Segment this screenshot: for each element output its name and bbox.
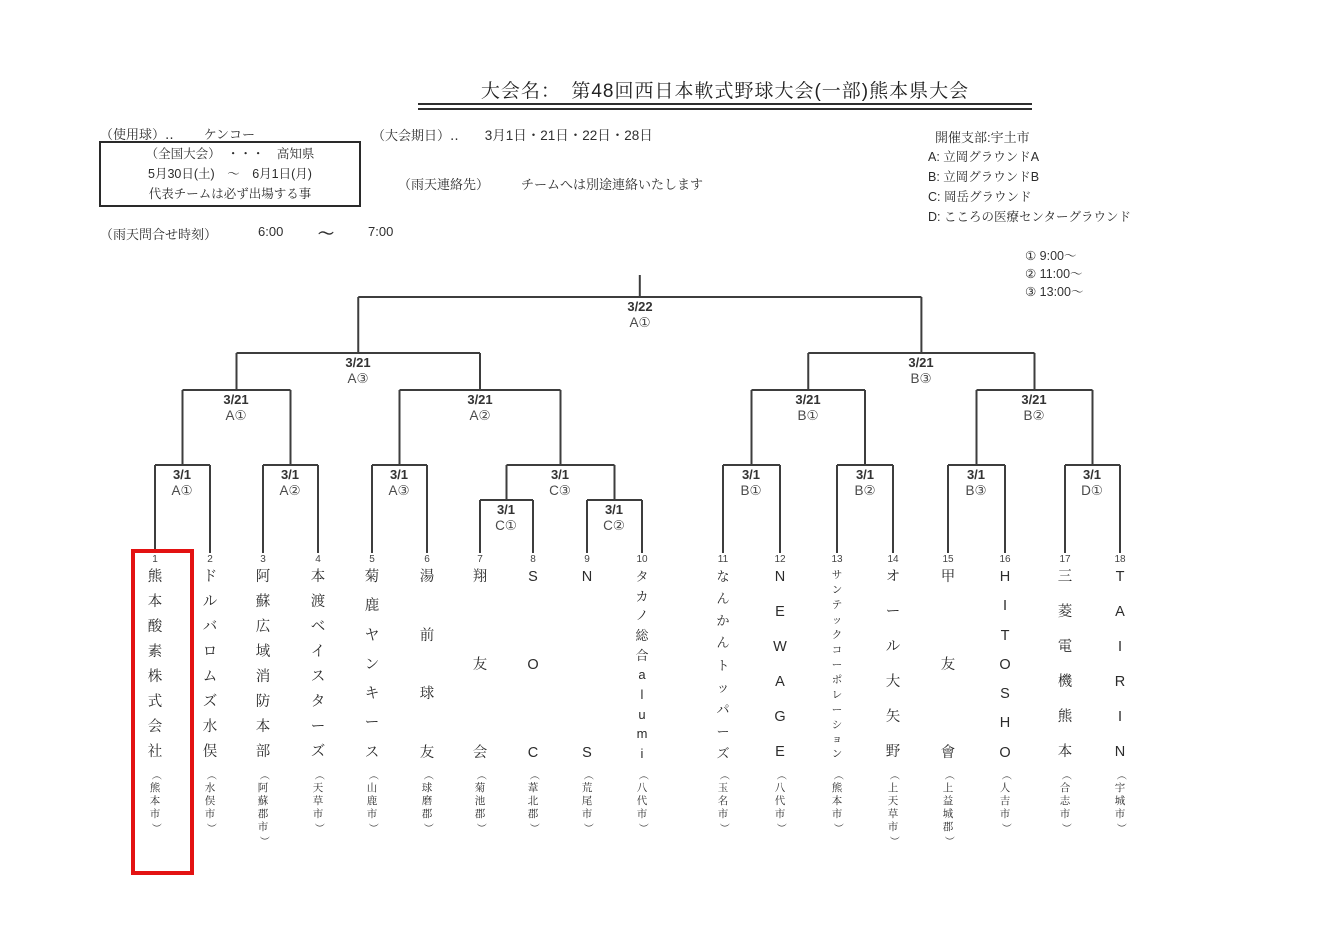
team-name: サ ン テ ッ ク コ ー ポ レ ー シ ョ ン [831, 569, 843, 761]
match-label-r1-a1: 3/1 A① [171, 467, 193, 498]
team-number: 3 [260, 554, 266, 565]
team-name: S O C [527, 569, 539, 761]
match-label-r1-c1: 3/1 C① [495, 502, 517, 533]
team-number: 7 [477, 554, 483, 565]
team-name: な ん か ん ト ッ パ ー ズ [716, 569, 730, 761]
team-city: （ 熊 本 市 ） [149, 770, 161, 833]
team-name: 甲 友 會 [940, 569, 956, 761]
team-number: 6 [424, 554, 430, 565]
dates-label: （大会期日）‥ [372, 128, 459, 143]
team-column-9 [561, 554, 613, 835]
dates-value: 3月1日・21日・22日・28日 [484, 128, 653, 143]
ground-a: A: 立岡グラウンドA [928, 150, 1040, 164]
ball-value: ケンコー [203, 127, 256, 142]
match-label-qf-a2: 3/21 A② [467, 392, 493, 423]
team-number: 14 [887, 554, 899, 565]
team-number: 5 [369, 554, 375, 565]
team-city: （ 荒 尾 市 ） [581, 770, 593, 833]
ground-b: B: 立岡グラウンドB [928, 170, 1040, 184]
team-city: （ 玉 名 市 ） [717, 770, 729, 833]
team-city: （ 葦 北 郡 ） [527, 770, 539, 833]
team-number: 16 [999, 554, 1011, 565]
match-label-r1-b1: 3/1 B① [740, 467, 762, 498]
team-name: タ カ ノ 総 合 a l u m i [635, 569, 649, 761]
team-city: （ 天 草 市 ） [312, 770, 324, 833]
rain-contact-value: チームへは別途連絡いたします [521, 177, 704, 192]
team-number: 17 [1059, 554, 1071, 565]
schedule-slot-1: ① 9:00～ [1025, 249, 1077, 263]
team-number: 12 [774, 554, 786, 565]
team-name: オ ー ル 大 矢 野 [885, 569, 901, 761]
team-number: 2 [207, 554, 213, 565]
rain-time-label: （雨天問合せ時刻） [100, 227, 218, 242]
team-column-5 [346, 554, 398, 835]
match-label-qf-a1: 3/21 A① [223, 392, 249, 423]
team-city: （ 上 天 草 市 ） [887, 770, 899, 846]
team-column-3 [237, 554, 289, 848]
team-number: 10 [636, 554, 648, 565]
team-column-7 [454, 554, 506, 835]
ground-c: C: 岡岳グラウンド [928, 190, 1032, 204]
team-city: （ 上 益 城 郡 ） [942, 770, 954, 846]
match-label-semi-b: 3/21 B③ [908, 355, 934, 386]
team-name: 翔 友 会 [472, 569, 488, 761]
team-city: （ 水 俣 市 ） [204, 770, 216, 833]
team-city: （ 合 志 市 ） [1059, 770, 1071, 833]
match-label-qf-b2: 3/21 B② [1021, 392, 1047, 423]
team-city: （ 八 代 市 ） [774, 770, 786, 833]
team-column-14 [867, 554, 919, 848]
match-label-r1-d1: 3/1 D① [1081, 467, 1103, 498]
rain-time-from: 6:00 [258, 224, 284, 239]
team-name: T A I R I N [1114, 569, 1126, 761]
team-number: 18 [1114, 554, 1126, 565]
team-name: 阿 蘇 広 域 消 防 本 部 [255, 569, 271, 761]
host-branch: 開催支部:宇土市 [935, 130, 1030, 145]
team-column-6 [401, 554, 453, 835]
team-city: （ 球 磨 郡 ） [421, 770, 433, 833]
schedule-slot-3: ③ 13:00～ [1025, 285, 1084, 299]
team-name: 湯 前 球 友 [419, 569, 435, 761]
team-city: （ 山 鹿 市 ） [366, 770, 378, 833]
page-title: 大会名： 第48回西日本軟式野球大会(一部)熊本県大会 [480, 81, 970, 102]
team-column-13 [811, 554, 863, 835]
team-city: （ 宇 城 市 ） [1114, 770, 1126, 833]
match-label-r1-c2: 3/1 C② [603, 502, 625, 533]
team-number: 9 [584, 554, 590, 565]
team-city: （ 八 代 市 ） [636, 770, 648, 833]
team-number: 13 [831, 554, 843, 565]
team-name: N E W A G E [773, 569, 787, 761]
team-city: （ 菊 池 郡 ） [474, 770, 486, 833]
team-name: H I T O S H O [999, 569, 1011, 761]
national-line-2: 5月30日(土) ～ 6月1日(月) [148, 167, 312, 181]
team-column-16 [979, 554, 1031, 835]
ball-label: （使用球）‥ [100, 127, 174, 142]
team-column-17 [1039, 554, 1091, 835]
team-city: （ 阿 蘇 郡 市 ） [257, 770, 269, 846]
team-highlight-box [131, 549, 194, 875]
team-column-8 [507, 554, 559, 835]
match-label-r1-c3: 3/1 C③ [549, 467, 571, 498]
team-name: N S [581, 569, 593, 761]
rain-time-to: 7:00 [368, 224, 394, 239]
team-column-10 [616, 554, 668, 835]
team-name: ド ル バ ロ ム ズ 水 俣 [202, 569, 218, 761]
schedule-slot-2: ② 11:00～ [1025, 267, 1083, 281]
team-number: 1 [152, 554, 158, 565]
national-line-1: （全国大会） ・・・ 高知県 [145, 147, 315, 161]
team-column-4 [292, 554, 344, 835]
team-city: （ 人 吉 市 ） [999, 770, 1011, 833]
match-label-r1-a3: 3/1 A③ [388, 467, 410, 498]
match-label-semi-a: 3/21 A③ [345, 355, 371, 386]
team-column-18 [1094, 554, 1146, 835]
team-city: （ 熊 本 市 ） [831, 770, 843, 833]
match-label-final: 3/22 A① [627, 299, 653, 330]
team-number: 11 [717, 554, 729, 565]
team-name: 菊 鹿 ヤ ン キ ー ス [364, 569, 380, 761]
national-line-3: 代表チームは必ず出場する事 [148, 187, 312, 201]
team-column-12 [754, 554, 806, 835]
team-column-15 [922, 554, 974, 848]
team-column-11 [697, 554, 749, 835]
team-name: 熊 本 酸 素 株 式 会 社 [147, 569, 163, 761]
ground-d: D: こころの医療センターグラウンド [928, 210, 1131, 224]
team-name: 本 渡 ベ イ ス タ ー ズ [310, 569, 326, 761]
team-number: 8 [530, 554, 536, 565]
match-label-qf-b1: 3/21 B① [795, 392, 821, 423]
match-label-r1-b2: 3/1 B② [854, 467, 876, 498]
match-label-r1-b3: 3/1 B③ [965, 467, 987, 498]
rain-contact-label: （雨天連絡先） [398, 177, 490, 192]
team-number: 15 [942, 554, 954, 565]
team-number: 4 [315, 554, 321, 565]
match-label-r1-a2: 3/1 A② [279, 467, 301, 498]
team-name: 三 菱 電 機 熊 本 [1057, 569, 1073, 761]
rain-time-tilde: ～ [318, 226, 335, 243]
